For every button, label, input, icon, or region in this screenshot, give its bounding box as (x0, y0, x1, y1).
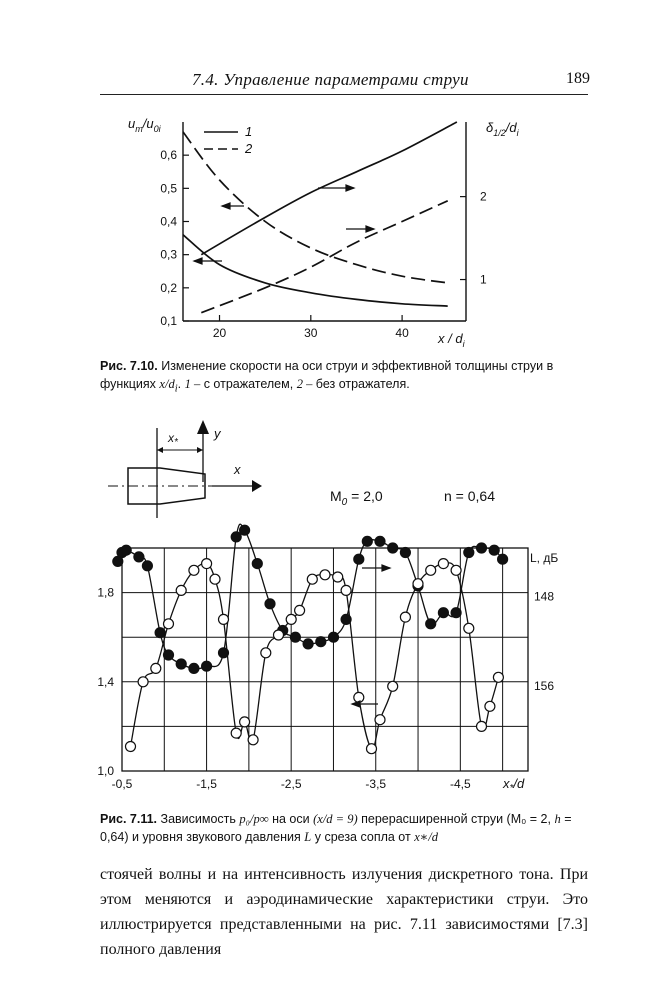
fig2-point-filled (189, 663, 199, 673)
page-number: 189 (566, 70, 590, 87)
fig2-point-filled (252, 559, 262, 569)
nozzle-y-label: y (214, 426, 221, 441)
fig1-y-tick-label: 0,2 (160, 280, 177, 295)
fig2-point-open (485, 701, 495, 711)
fig2-point-filled (142, 561, 152, 571)
fig2-point-filled (451, 608, 461, 618)
fig2-point-filled (155, 628, 165, 638)
fig1-caption-number: Рис. 7.10. (100, 359, 158, 373)
fig1-caption-var: x/d (159, 377, 175, 391)
fig2-point-filled (329, 632, 339, 642)
fig2-point-open (388, 681, 398, 691)
fig2-point-open (126, 742, 136, 752)
fig2-x-axis-label: $x_*/d$ (503, 776, 525, 794)
fig2-caption-text-f: у среза сопла от (314, 830, 411, 844)
fig2-point-open (451, 565, 461, 575)
fig2-point-open (367, 744, 377, 754)
fig2-point-filled (219, 648, 229, 658)
fig2-caption-text-e: = 0,64) и уровня звукового давления (100, 812, 572, 844)
fig2-arrow-left-head (352, 701, 360, 707)
fig2-point-open (210, 574, 220, 584)
nozzle-y-arrowhead (197, 420, 209, 434)
fig2-point-filled (477, 543, 487, 553)
fig1-caption-legend-1-text: с отражателем, (203, 377, 294, 391)
fig1-series-1-left (183, 235, 448, 306)
fig1-caption (100, 357, 588, 399)
fig2-point-filled (375, 536, 385, 546)
n-label: n = 0,64 (444, 488, 495, 504)
nozzle-x-arrowhead (252, 480, 262, 492)
fig2-y-right-tick-label: 148 (534, 589, 555, 604)
fig2-point-filled (316, 637, 326, 647)
mach-label: $M_0 = 2,0$ (330, 488, 383, 508)
fig2-caption-text-c: перерасширенной струи (361, 812, 504, 826)
fig2-point-open (248, 735, 258, 745)
fig2-point-open (307, 574, 317, 584)
fig2-caption-text-a: Зависимость (160, 812, 236, 826)
fig1-curves (183, 122, 457, 313)
fig2-caption-expr4: L (304, 830, 312, 844)
fig2-point-open (138, 677, 148, 687)
fig1-axes (183, 122, 466, 321)
fig2-right-axis-label: L, дБ (530, 551, 559, 565)
fig2-arrow-right-head (382, 565, 390, 571)
fig2-point-filled (240, 525, 250, 535)
fig1-arrow-right-1-head (346, 185, 354, 191)
fig2-point-open (189, 565, 199, 575)
fig2-points (113, 525, 508, 754)
fig2-y-tick-label: 1,0 (97, 764, 114, 778)
fig1-y-tick-label: 0,1 (160, 314, 177, 328)
fig1-legend-label-2: 2 (245, 141, 253, 156)
fig2-point-filled (341, 614, 351, 624)
fig1-caption-text-b: . (177, 377, 182, 391)
fig2-curves (118, 524, 503, 749)
fig2-point-filled (303, 639, 313, 649)
fig1-x-tick-label: 30 (304, 326, 318, 340)
body-paragraph: стоячей волны и на интенсивность излучения дискретного тона. При этом меняются и аэродинамические характеристики струи. Это иллюстрируется представленными на рис. 7.11 зависимостями [7.3] полного давления (100, 866, 588, 958)
fig2-point-open (493, 672, 503, 682)
fig2-point-filled (121, 545, 131, 555)
fig2-point-open (400, 612, 410, 622)
fig2-point-open (286, 614, 296, 624)
fig2-point-filled (438, 608, 448, 618)
fig2-point-filled (202, 661, 212, 671)
fig2-point-filled (426, 619, 436, 629)
fig2-y-tick-label: 1,8 (97, 585, 114, 600)
fig2-point-open (202, 559, 212, 569)
fig1-caption-legend-1-id: 1 – (184, 377, 201, 391)
fig2-point-open (164, 619, 174, 629)
fig2-ticks (97, 586, 554, 791)
nozzle-dim-arrow-left (157, 447, 163, 453)
fig2-caption-expr1: p₀/p∞ (239, 812, 269, 826)
fig2-point-open (240, 717, 250, 727)
fig2-point-open (413, 579, 423, 589)
fig1-y-right-tick-label: 2 (480, 189, 487, 204)
fig2-point-filled (498, 554, 508, 564)
fig1-caption-legend-2-text: без отражателя. (315, 377, 410, 391)
fig2-point-open (464, 623, 474, 633)
fig2-caption-text-b: на оси (272, 812, 310, 826)
fig2-point-open (341, 585, 351, 595)
fig2-point-filled (489, 545, 499, 555)
fig2-caption-expr2: (x/d = 9) (313, 812, 358, 826)
fig1-y-right-label: $\delta_{1/2}/d_i$ (486, 120, 519, 138)
fig2-point-filled (354, 554, 364, 564)
fig2-point-open (295, 605, 305, 615)
running-header-title: 7.4. Управление параметрами струи (192, 70, 469, 89)
fig1-arrow-right-2-head (366, 226, 374, 232)
fig2-point-open (261, 648, 271, 658)
fig2-point-filled (290, 632, 300, 642)
fig2-y-right-tick-label: 156 (534, 678, 555, 693)
fig2-point-open (151, 663, 161, 673)
fig2-caption-number: Рис. 7.11. (100, 812, 158, 826)
fig2-caption-text-d: (M₀ = 2, (506, 812, 551, 826)
fig1-x-label: x / $d_i$ (438, 331, 465, 349)
fig2-point-open (333, 572, 343, 582)
fig1-y-left-label: $u_m/u_{0i}$ (128, 116, 161, 134)
fig1-caption-text-a: Изменение скорости на оси струи и эффективной толщины струи в функциях (100, 359, 554, 391)
fig1-caption-legend-2-id: 2 – (296, 377, 313, 391)
fig1-arrows (194, 185, 374, 264)
fig2-point-filled (164, 650, 174, 660)
fig2-y-tick-label: 1,4 (97, 674, 114, 689)
fig2-point-open (438, 559, 448, 569)
fig1-arrow-left-2-head (194, 258, 202, 264)
fig2-point-open (219, 614, 229, 624)
fig1-y-tick-label: 0,5 (160, 181, 177, 196)
fig2-point-open (426, 565, 436, 575)
nozzle-dim-arrow-right (197, 447, 203, 453)
fig2-point-open (176, 585, 186, 595)
fig1-y-tick-label: 0,4 (160, 214, 177, 229)
fig2-point-filled (464, 548, 474, 558)
fig2-point-filled (265, 599, 275, 609)
figure-7-11 (0, 410, 662, 810)
fig1-y-tick-label: 0,3 (160, 247, 177, 262)
fig2-point-filled (362, 536, 372, 546)
fig2-x-tick-label: -3,5 (365, 777, 387, 791)
fig1-x-tick-label: 20 (212, 326, 227, 340)
fig1-caption-sub: i (174, 383, 178, 395)
fig2-caption (100, 810, 588, 846)
fig2-x-tick-label: -4,5 (449, 777, 471, 791)
fig2-point-filled (134, 552, 144, 562)
fig1-series-2-left (183, 132, 448, 283)
nozzle-x-label: x (234, 462, 241, 477)
fig2-point-filled (231, 532, 241, 542)
fig2-point-filled (388, 543, 398, 553)
fig1-y-right-tick-label: 1 (480, 272, 487, 287)
nozzle-x-star-label: $x_*$ (168, 431, 178, 448)
fig2-point-open (477, 721, 487, 731)
header-rule (100, 94, 588, 95)
fig2-x-tick-label: -2,5 (280, 777, 302, 791)
fig1-arrow-left-1-head (222, 203, 230, 209)
fig2-point-filled (400, 548, 410, 558)
fig1-y-tick-label: 0,6 (160, 148, 177, 163)
fig2-x-tick-label: -1,5 (196, 777, 217, 791)
fig2-point-filled (176, 659, 186, 669)
fig2-caption-expr5: x∗/d (414, 830, 438, 844)
fig2-x-tick-label: -0,5 (111, 777, 133, 791)
fig2-point-open (274, 630, 284, 640)
fig2-point-open (231, 728, 241, 738)
fig2-point-open (320, 570, 330, 580)
fig2-point-open (375, 715, 385, 725)
fig1-x-tick-label: 40 (395, 326, 409, 340)
fig1-ticks (160, 148, 487, 340)
fig1-legend-label-1: 1 (245, 124, 253, 139)
fig2-caption-expr3: h (554, 812, 561, 826)
